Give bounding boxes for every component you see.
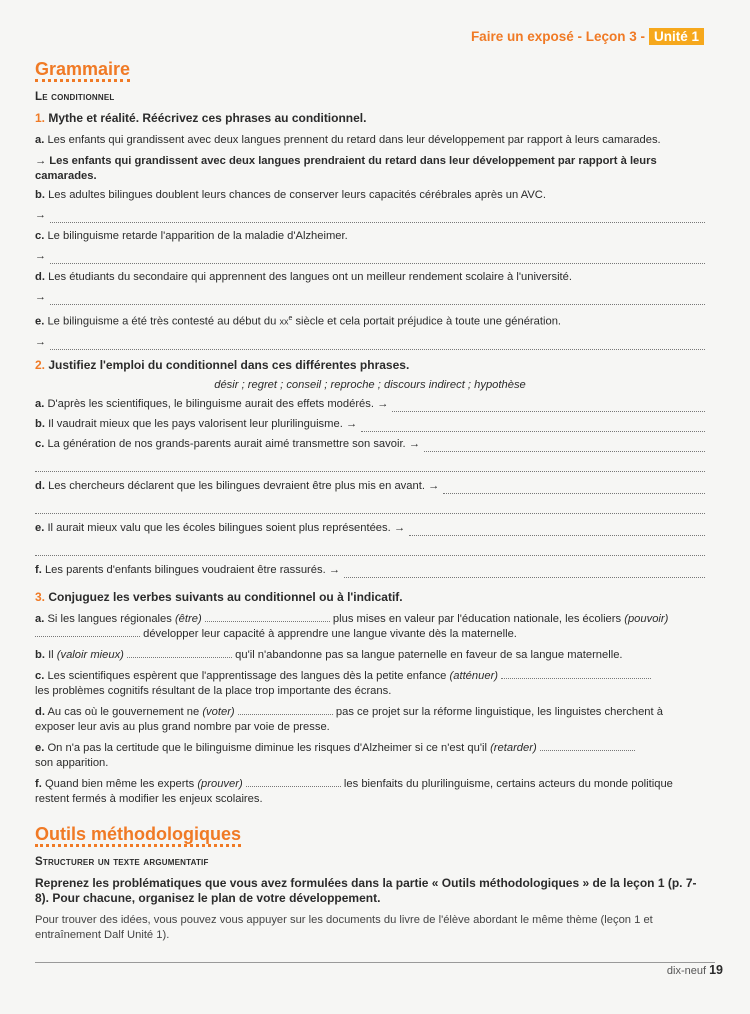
- page-footer: dix-neuf 19: [666, 963, 723, 977]
- methods-subtitle: Structurer un texte argumentatif: [35, 855, 209, 868]
- lesson-title: Faire un exposé - Leçon 3 -: [470, 29, 645, 44]
- page-header: [471, 28, 704, 45]
- ex3-item-e: e. On n'a pas la certitude que le bilinguisme diminue les risques d'Alzheimer si ce n'est qu'il (retarder) son apparition.: [35, 741, 705, 771]
- ex1-answer-line-c[interactable]: [35, 250, 705, 264]
- ex3-item-b: b. Il (valoir mieux) qu'il n'abandonne pas sa langue paternelle en faveur de sa langue maternelle.: [35, 648, 623, 661]
- footer-divider: [35, 962, 715, 963]
- ex3-item-a: a. Si les langues régionales (être) plus mises en valeur par l'éducation nationale, les écoliers (pouvoir) développer leur capacité à apprendre une langue vivante dès la maternelle.: [35, 612, 669, 640]
- ex3-item-c: c. Les scientifiques espèrent que l'apprentissage des langues dès la petite enfance (atténuer) les problèmes cognitifs résultant de la place trop importante des écrans.: [35, 669, 705, 699]
- ex1-item-c: c. Le bilinguisme retarde l'apparition de la maladie d'Alzheimer.: [35, 230, 348, 242]
- answer-field[interactable]: [246, 777, 341, 787]
- answer-field[interactable]: [127, 648, 232, 658]
- answer-field[interactable]: [424, 441, 705, 452]
- ex2-item-b: b. Il vaudrait mieux que les pays valorisent leur plurilinguisme. →: [35, 417, 705, 432]
- ex1-answer-line-b[interactable]: [35, 209, 705, 223]
- methods-instruction: Reprenez les problématiques que vous avez formulées dans la partie « Outils méthodologiques » de la leçon 1 (p. 7-8). Pour chacune, organisez le plan de votre développement.: [35, 875, 697, 905]
- answer-field[interactable]: [344, 567, 705, 578]
- ex1-item-a: a. Les enfants qui grandissent avec deux langues prennent du retard dans leur développement par rapport à leurs camarades.: [35, 134, 661, 146]
- exercise-2-title: 2. Justifiez l'emploi du conditionnel dans ces différentes phrases.: [35, 357, 410, 372]
- ex2-item-a: a. D'après les scientifiques, le bilinguisme aurait des effets modérés. →: [35, 397, 705, 412]
- ex1-answer-line-d[interactable]: [35, 291, 705, 305]
- page-content: [35, 59, 705, 943]
- ex1-item-d: d. Les étudiants du secondaire qui apprennent des langues ont un meilleur rendement scolaire à l'université.: [35, 271, 572, 283]
- ex2-item-c: c. La génération de nos grands-parents aurait aimé transmettre son savoir. →: [35, 437, 705, 452]
- ex1-answer-line-e[interactable]: [35, 336, 705, 350]
- arrow-icon: →: [35, 291, 46, 303]
- methods-note: Pour trouver des idées, vous pouvez vous appuyer sur les documents du livre de l'élève abordant le même thème (leçon 1 et entraînement Dalf Unité 1).: [35, 913, 653, 941]
- answer-field[interactable]: [35, 499, 705, 514]
- ex1-item-b: b. Les adultes bilingues doublent leurs chances de conserver leurs capacités cérébrales après un AVC.: [35, 189, 546, 201]
- ex2-item-d: d. Les chercheurs déclarent que les bilingues devraient être plus mis en avant. →: [35, 479, 705, 494]
- answer-field[interactable]: [35, 541, 705, 556]
- grammar-title: Grammaire: [35, 62, 130, 82]
- answer-field[interactable]: [409, 525, 705, 536]
- answer-field[interactable]: [238, 705, 333, 715]
- methods-title: Outils méthodologiques: [35, 827, 241, 847]
- answer-field[interactable]: [540, 741, 635, 751]
- exercise-1-title: 1. Mythe et réalité. Réécrivez ces phrases au conditionnel.: [35, 111, 367, 125]
- answer-field[interactable]: [443, 483, 705, 494]
- unit-badge: Unité 1: [649, 28, 704, 45]
- ex1-item-e: e. Le bilinguisme a été très contesté au début du $xx^e$ siècle et cela portait préjudice à toute une génération.: [35, 315, 562, 328]
- ex3-item-d: d. Au cas où le gouvernement ne (voter) pas ce projet sur la réforme linguistique, les linguistes cherchent à exposer leur avis au plus grand nombre par voie de presse.: [35, 705, 663, 733]
- answer-field[interactable]: [501, 669, 651, 679]
- exercise-3-title: 3. Conjuguez les verbes suivants au conditionnel ou à l'indicatif.: [35, 589, 403, 604]
- ex2-cues: désir ; regret ; conseil ; reproche ; discours indirect ; hypothèse: [214, 378, 526, 391]
- answer-field[interactable]: [361, 421, 705, 432]
- ex1-answer-a: → Les enfants qui grandissent avec deux langues prendraient du retard dans leur développement par rapport à leurs camarades.: [35, 155, 657, 182]
- answer-field[interactable]: [35, 627, 140, 637]
- ex3-item-f: f. Quand bien même les experts (prouver) les bienfaits du plurilinguisme, certains acteurs du monde politique restent fermés à modifier les enjeux scolaires.: [35, 777, 673, 805]
- ex2-item-f: f. Les parents d'enfants bilingues voudraient être rassurés. →: [35, 563, 705, 578]
- answer-field[interactable]: [392, 401, 705, 412]
- grammar-subtitle: Le conditionnel: [35, 91, 115, 103]
- answer-field[interactable]: [35, 457, 705, 472]
- arrow-icon: →: [35, 209, 46, 221]
- arrow-icon: →: [35, 335, 46, 348]
- answer-field[interactable]: [205, 612, 330, 622]
- ex2-item-e: e. Il aurait mieux valu que les écoles bilingues soient plus représentées. →: [35, 521, 705, 536]
- arrow-icon: →: [35, 250, 46, 262]
